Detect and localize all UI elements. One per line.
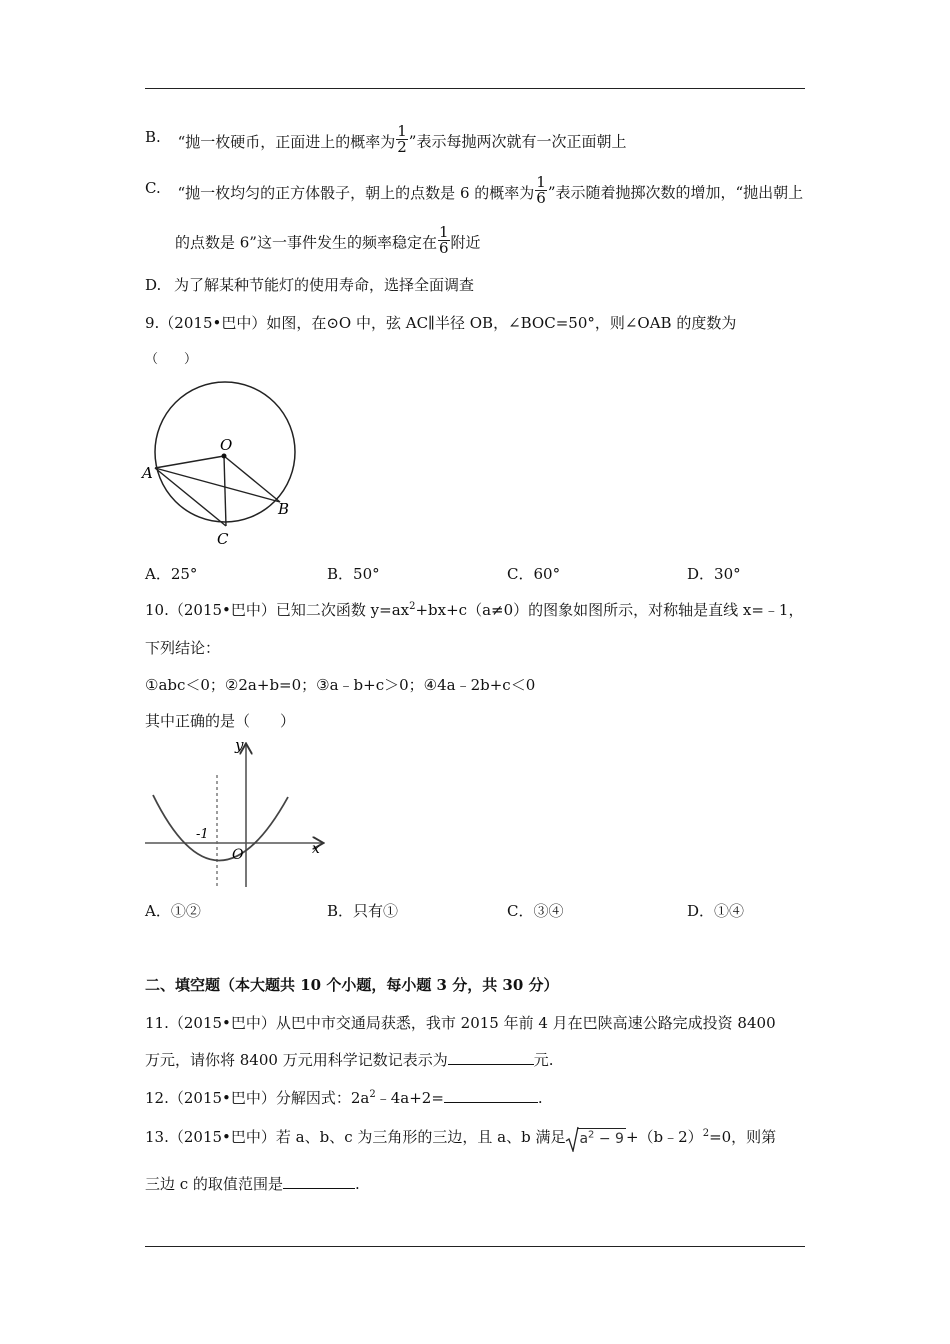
q12-stem: 12.（2015•巴中）分解因式：$2a^2﹣4a+2=$ . bbox=[145, 1089, 543, 1107]
label-c: C bbox=[217, 530, 229, 548]
label-o: O bbox=[220, 436, 233, 454]
option-label: B. bbox=[145, 127, 161, 146]
q11-stem: 11.（2015•巴中）从巴中市交通局获悉，我市 2015 年前 4 月在巴陕高速公路完成投资 8400 bbox=[145, 1014, 776, 1032]
center-point bbox=[222, 454, 227, 459]
label-minus-one: -1 bbox=[196, 827, 209, 842]
answer-blank[interactable] bbox=[283, 1174, 355, 1189]
q13-stem: 13.（2015•巴中）若 a、b、c 为三角形的三边，且 a、b 满足 $a^2 - 9$ +（b﹣2）$^2$=0，则第 bbox=[145, 1127, 776, 1149]
option-text: 的点数是 6”这一事件发生的频率稳定在 bbox=[175, 233, 437, 252]
footer-rule bbox=[145, 1246, 805, 1247]
label-b: B bbox=[278, 500, 290, 518]
q9-answer-paren: （ ） bbox=[145, 352, 198, 367]
option-label: D. bbox=[145, 276, 162, 294]
option-text: ”表示每抛两次就有一次正面朝上 bbox=[408, 132, 627, 151]
label-a: A bbox=[142, 464, 153, 482]
q10-stem: 10.（2015•巴中）已知二次函数 $y=ax^2+bx+c(a\ne 0)$的图象如图所示，对称轴是直线 x=﹣1， bbox=[145, 601, 804, 619]
q10-parabola-figure bbox=[140, 735, 340, 895]
option-text: 为了解某种节能灯的使用寿命，选择全面调查 bbox=[174, 276, 475, 294]
option-text: 附近 bbox=[450, 233, 481, 252]
q9-option-c: C．60° bbox=[507, 565, 561, 583]
radius-oa bbox=[155, 456, 224, 468]
answer-blank[interactable] bbox=[448, 1050, 534, 1065]
label-origin: O bbox=[232, 847, 244, 863]
chord-ac bbox=[155, 468, 226, 526]
q8-option-c bbox=[145, 173, 804, 209]
q10-option-d: D．①④ bbox=[687, 902, 745, 920]
q9-circle-figure bbox=[140, 380, 310, 550]
q9-option-b: B．50° bbox=[327, 565, 380, 583]
label-x: x bbox=[312, 841, 320, 857]
q9-option-d: D．30° bbox=[687, 565, 741, 583]
q11-stem-cont: 万元，请你将 8400 万元用科学记数记表示为 元. bbox=[145, 1051, 554, 1069]
q10-stem-cont: 下列结论： bbox=[145, 639, 221, 657]
q8-option-d bbox=[145, 275, 474, 295]
q10-option-b: B．只有① bbox=[327, 902, 399, 920]
q9-stem: 9.（2015•巴中）如图，在⊙O 中，弦 AC∥半径 OB，∠BOC=50°，则∠OAB 的度数为 bbox=[145, 314, 737, 332]
radius-oc bbox=[224, 456, 226, 526]
segment-ab bbox=[155, 468, 280, 502]
fraction-one-sixth: $\frac{1}{6}$ bbox=[438, 223, 449, 257]
section-title: 二、填空题（本大题共 10 个小题，每小题 3 分，共 30 分） bbox=[145, 976, 559, 994]
option-text: “抛一枚均匀的正方体骰子，朝上的点数是 6 的概率为 bbox=[177, 183, 535, 202]
option-text: “抛一枚硬币，正面进上的概率为 bbox=[177, 132, 396, 151]
q10-question: 其中正确的是（ ） bbox=[145, 712, 296, 730]
label-y: y bbox=[235, 736, 244, 754]
q10-option-a: A．①② bbox=[145, 902, 201, 920]
parabola-curve bbox=[153, 795, 288, 861]
q13-stem-cont: 三边 c 的取值范围是 . bbox=[145, 1175, 360, 1193]
q8-option-c-cont bbox=[175, 223, 481, 259]
sqrt-expression: $a^2 - 9$ bbox=[565, 1128, 626, 1149]
q10-conclusions: ①abc＜0；②2a+b=0；③a﹣b+c＞0；④4a﹣2b+c＜0 bbox=[145, 676, 536, 694]
q9-option-a: A．25° bbox=[145, 565, 198, 583]
fraction-one-half: $\frac{1}{2}$ bbox=[397, 122, 407, 156]
q8-option-b bbox=[145, 122, 627, 158]
q10-option-c: C．③④ bbox=[507, 902, 564, 920]
sqrt-icon bbox=[565, 1126, 579, 1152]
option-label: C. bbox=[145, 178, 161, 197]
option-text: ”表示随着抛掷次数的增加，“抛出朝上 bbox=[547, 183, 804, 202]
header-rule bbox=[145, 88, 805, 89]
fraction-one-sixth: $\frac{1}{6}$ bbox=[536, 173, 546, 207]
answer-blank[interactable] bbox=[444, 1088, 538, 1103]
